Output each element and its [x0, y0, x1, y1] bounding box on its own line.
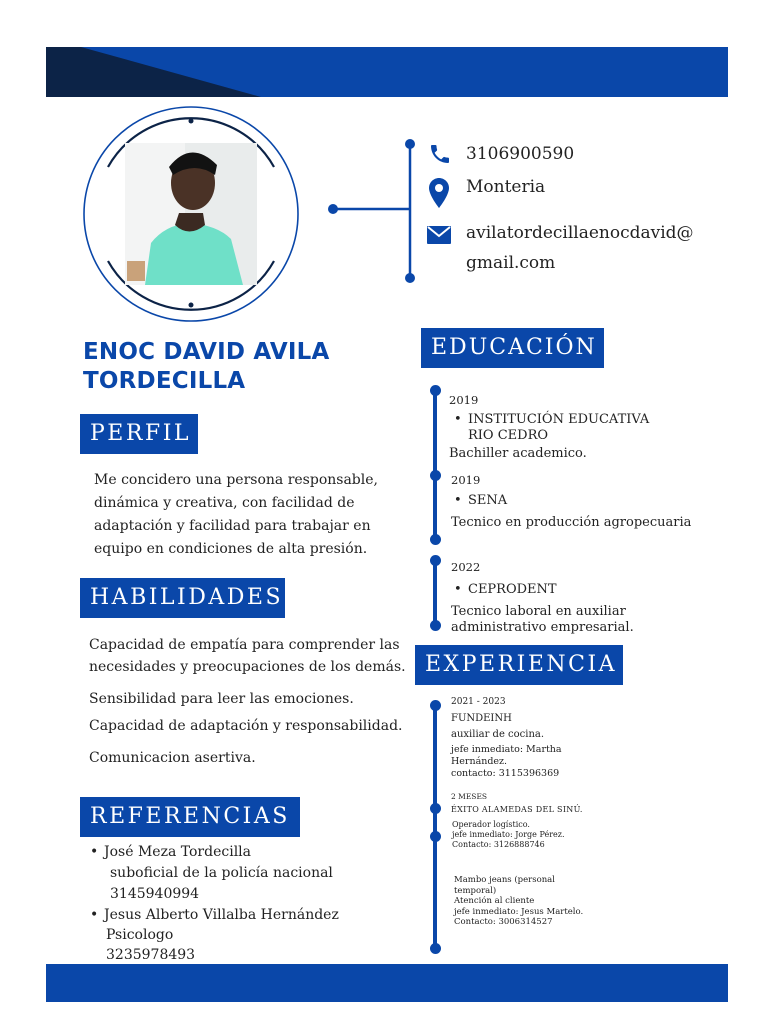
reference-role: Psicologo: [106, 927, 174, 943]
boss-line: Hernández.: [451, 756, 508, 767]
reference-2: [88, 905, 339, 965]
timeline-dot: [430, 470, 441, 481]
timeline-dot: [430, 620, 441, 631]
contact-connector: [326, 138, 420, 288]
role-line: Atención al cliente: [454, 896, 535, 906]
habilidad-item: Sensibilidad para leer las emociones.: [89, 691, 354, 707]
education-institution: • SENA: [452, 493, 507, 508]
timeline-dot: [430, 534, 441, 545]
perfil-line: Me concidero una persona responsable,: [94, 472, 378, 488]
habilidad-item: Capacidad de empatía para comprender las: [89, 637, 400, 653]
profile-photo: [125, 143, 257, 285]
perfil-text: [94, 469, 378, 561]
reference-phone: 3235978493: [106, 947, 196, 963]
education-year: 2019: [451, 473, 481, 487]
experiencia-heading: EXPERIENCIA: [415, 645, 623, 685]
experience-dates: 2021 - 2023: [451, 697, 506, 707]
timeline-dot: [430, 803, 441, 814]
phone-number: 3106900590: [466, 144, 575, 164]
experience-dates: 2 MESES: [451, 792, 488, 801]
reference-phone: 3145940994: [110, 886, 200, 902]
experience-role: auxiliar de cocina.: [451, 729, 545, 740]
habilidad-item: necesidades y preocupaciones de los demás.: [89, 659, 406, 675]
reference-1: [88, 842, 333, 905]
perfil-line: dinámica y creativa, con facilidad de: [94, 495, 355, 511]
institution-line: RIO CEDRO: [468, 428, 549, 443]
education-year: 2022: [451, 560, 481, 574]
boss-line: jefe inmediato: Jorge Pérez.: [452, 830, 565, 839]
education-timeline-line: [433, 560, 437, 628]
company-line: temporal): [454, 885, 497, 896]
timeline-dot: [430, 385, 441, 396]
full-name: [83, 338, 329, 396]
reference-role: suboficial de la policía nacional: [110, 865, 333, 881]
boss-line: jefe inmediato: Jesus Martelo.: [454, 906, 584, 917]
name-line-1: ENOC DAVID AVILA: [83, 339, 330, 365]
degree-line: Tecnico laboral en auxiliar: [451, 604, 626, 619]
education-institution: [452, 412, 649, 444]
educacion-heading: EDUCACIÓN: [421, 328, 604, 368]
referencias-heading: REFERENCIAS: [80, 797, 300, 837]
perfil-line: adaptación y facilidad para trabajar en: [94, 518, 371, 534]
timeline-dot: [430, 943, 441, 954]
timeline-dot: [430, 831, 441, 842]
timeline-dot: [430, 555, 441, 566]
top-banner-dark-accent: [46, 47, 286, 97]
reference-name: • Jesus Alberto Villalba Hernández: [88, 905, 339, 925]
perfil-line: equipo en condiciones de alta presión.: [94, 541, 368, 557]
bottom-banner: [46, 964, 728, 1002]
email-icon: [427, 226, 451, 244]
education-institution: • CEPRODENT: [452, 582, 557, 597]
boss-line: jefe inmediato: Martha: [451, 744, 562, 755]
habilidades-heading: HABILIDADES: [80, 578, 285, 618]
contact-line: Contacto: 3126888746: [452, 840, 545, 849]
education-year: 2019: [449, 393, 479, 407]
reference-name: • José Meza Tordecilla: [88, 842, 333, 863]
degree-line: administrativo empresarial.: [451, 620, 634, 635]
experience-details: [452, 820, 565, 850]
institution-line: • INSTITUCIÓN EDUCATIVA: [452, 412, 649, 428]
education-degree: Tecnico en producción agropecuaria: [451, 515, 692, 530]
email-line-2: gmail.com: [466, 253, 556, 273]
experience-boss: [451, 744, 562, 780]
contact-line: Contacto: 3006314527: [454, 917, 553, 927]
experience-details: [454, 875, 583, 928]
experience-company: ÉXITO ALAMEDAS DEL SINÚ.: [451, 805, 583, 814]
habilidad-item: Comunicacion asertiva.: [89, 750, 256, 766]
perfil-heading: PERFIL: [80, 414, 198, 454]
education-timeline-line: [433, 390, 437, 540]
contact-line: contacto: 3115396369: [451, 768, 560, 779]
email-line-1: avilatordecillaenocdavid@: [466, 223, 694, 243]
experience-company: FUNDEINH: [451, 713, 512, 724]
habilidad-item: Capacidad de adaptación y responsabilidad.: [89, 718, 403, 734]
education-degree: [451, 604, 634, 636]
education-degree: Bachiller academico.: [449, 446, 587, 461]
name-line-2: TORDECILLA: [83, 368, 246, 394]
phone-icon: [428, 141, 452, 167]
experience-timeline-line: [433, 705, 437, 950]
role-line: Operador logístico.: [452, 820, 530, 829]
company-line: Mambo jeans (personal: [454, 875, 555, 885]
location-pin-icon: [429, 178, 449, 208]
timeline-dot: [430, 700, 441, 711]
city: Monteria: [466, 177, 546, 197]
